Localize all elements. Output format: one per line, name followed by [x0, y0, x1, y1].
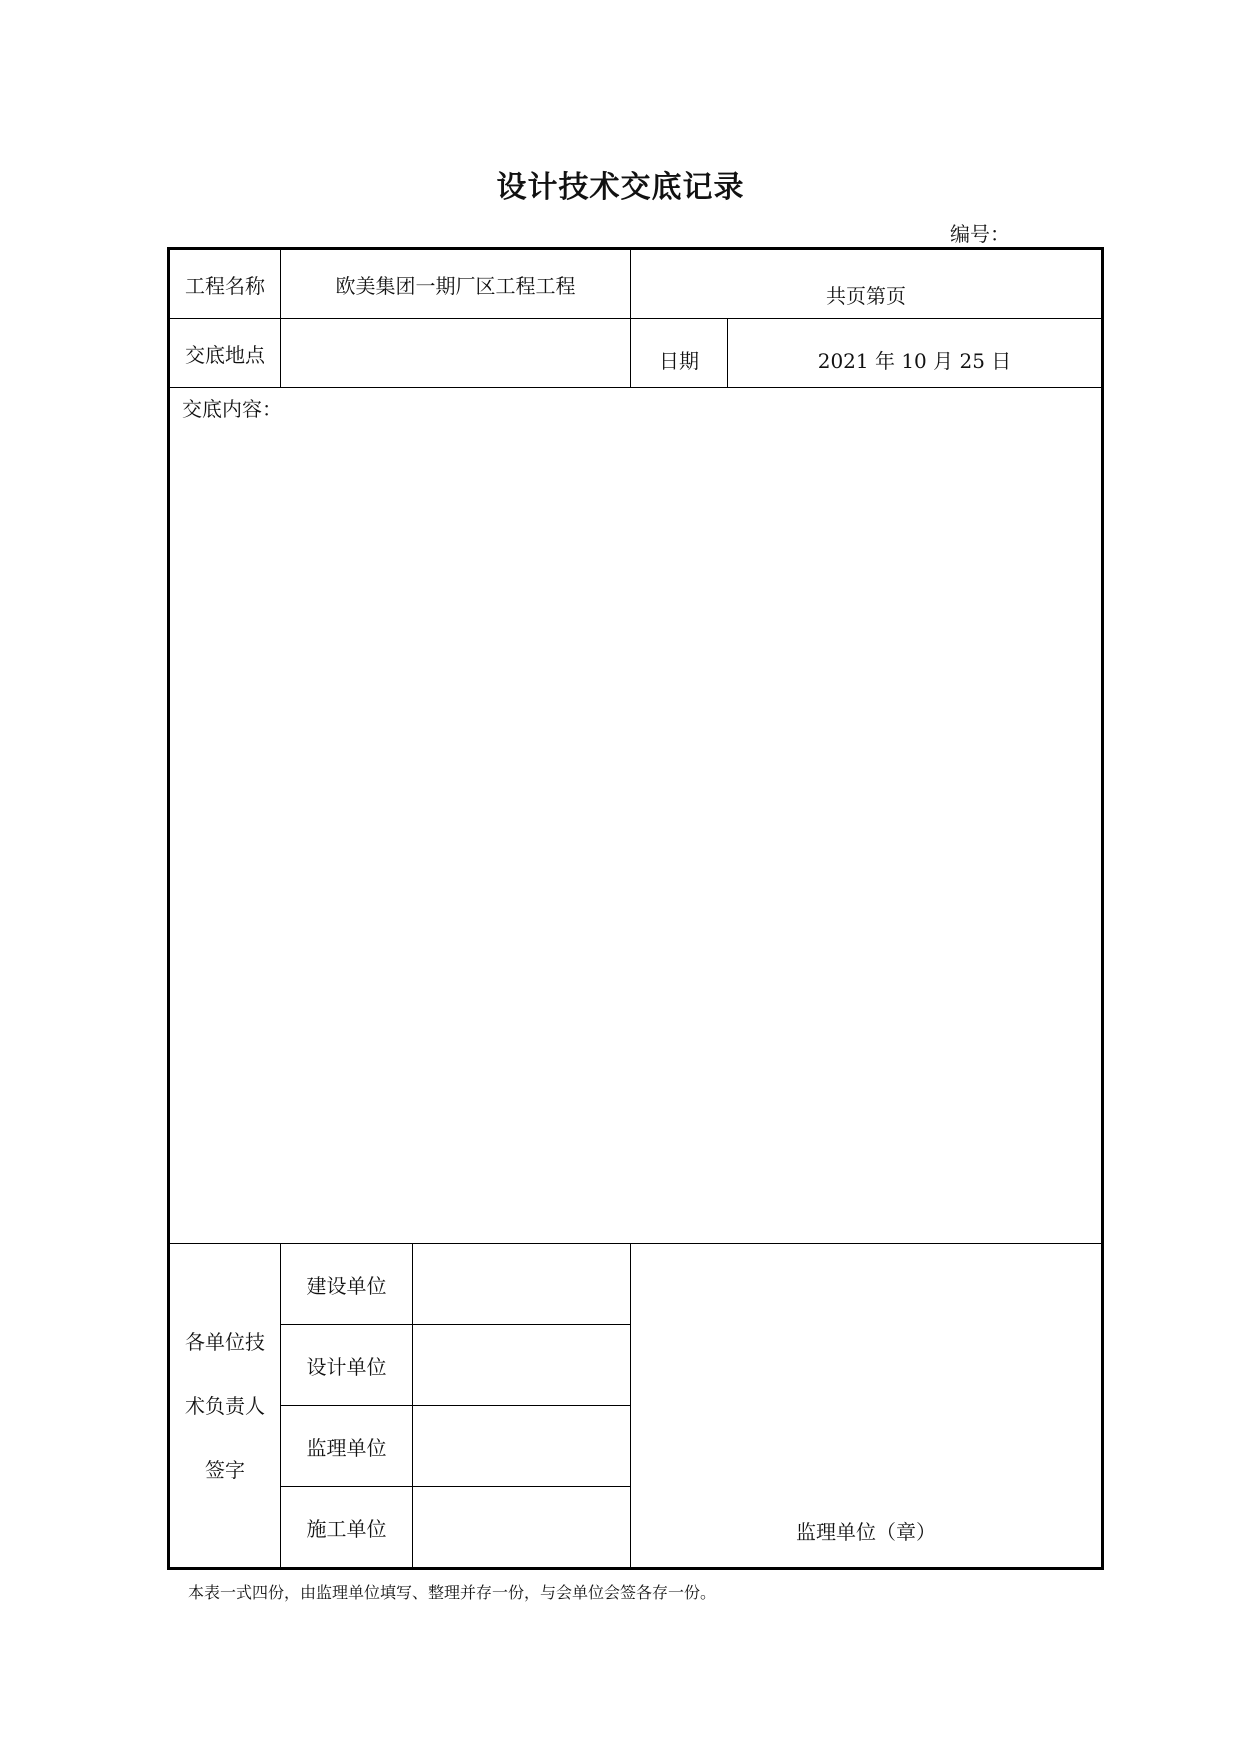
location-label: 交底地点	[169, 319, 281, 388]
unit-signature-supervision[interactable]	[413, 1406, 631, 1487]
project-name-row	[169, 249, 1103, 319]
unit-label-contractor: 施工单位	[281, 1487, 413, 1569]
record-table	[167, 247, 1104, 1570]
location-date-row	[169, 319, 1103, 388]
date-value-cell[interactable]	[728, 319, 1103, 388]
unit-signature-design[interactable]	[413, 1325, 631, 1406]
project-name-label: 工程名称	[169, 249, 281, 319]
project-name-value[interactable]: 欧美集团一期厂区工程工程	[281, 249, 631, 319]
unit-label-design: 设计单位	[281, 1325, 413, 1406]
footnote: 本表一式四份，由监理单位填写、整理并存一份，与会单位会签各存一份。	[188, 1583, 717, 1602]
date-label-cell	[631, 319, 728, 388]
unit-label-construction: 建设单位	[281, 1244, 413, 1325]
date-value: 2021 年 10 月 25 日	[817, 348, 1012, 373]
unit-signature-contractor[interactable]	[413, 1487, 631, 1569]
signature-group-label-line: 术负责人	[185, 1393, 265, 1418]
signature-row-1	[169, 1244, 1103, 1325]
signature-group-label	[169, 1244, 281, 1569]
signature-group-label-line: 签字	[205, 1457, 245, 1482]
date-label: 日期	[659, 348, 700, 373]
seal-label: 监理单位（章）	[796, 1520, 937, 1544]
content-label: 交底内容：	[182, 397, 282, 421]
document-title: 设计技术交底记录	[496, 170, 745, 205]
seal-cell[interactable]	[631, 1244, 1103, 1569]
signature-group-label-line: 各单位技	[185, 1329, 265, 1354]
page-count-text: 共页第页	[826, 283, 907, 308]
unit-signature-construction[interactable]	[413, 1244, 631, 1325]
unit-label-supervision: 监理单位	[281, 1406, 413, 1487]
location-field[interactable]	[281, 319, 631, 388]
page-count-cell	[631, 249, 1103, 319]
content-field[interactable]	[169, 388, 1103, 1244]
record-number-label: 编号：	[950, 222, 1010, 246]
content-row	[169, 388, 1103, 1244]
